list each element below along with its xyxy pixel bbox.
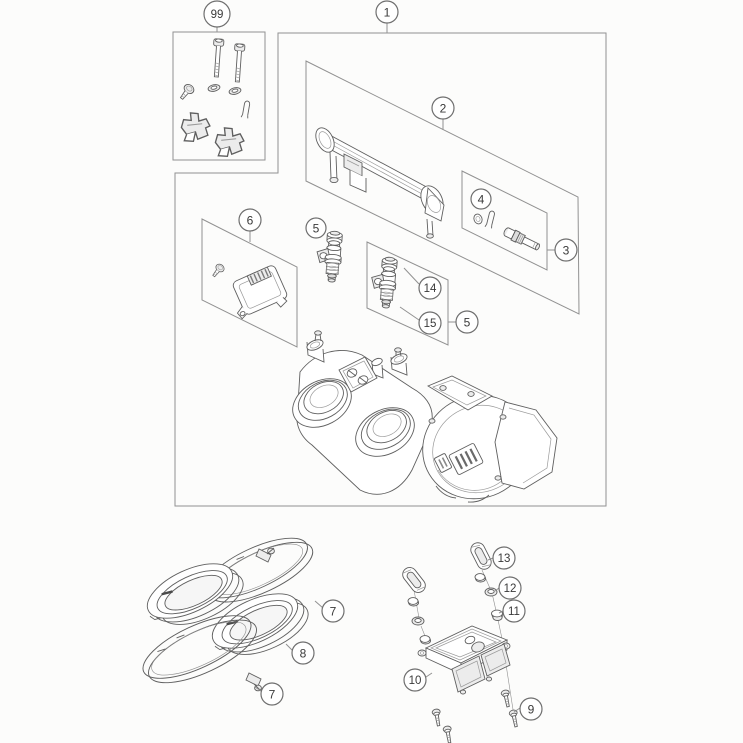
rubber-cap	[420, 636, 431, 644]
callout-99-label: 99	[210, 9, 224, 22]
callout-8[interactable]	[292, 642, 314, 664]
mounting-strip	[400, 565, 428, 596]
callout-5[interactable]	[306, 218, 326, 238]
cable-bracket	[214, 126, 245, 157]
callout-5[interactable]	[456, 311, 478, 333]
callout-14-leader-line	[404, 268, 419, 284]
injector-clip	[485, 210, 496, 228]
callout-15-label: 15	[423, 318, 437, 331]
callout-4[interactable]	[471, 189, 491, 209]
callout-13-label: 13	[497, 553, 511, 566]
callout-10-leader-line	[426, 673, 432, 677]
callout-7[interactable]	[322, 600, 344, 622]
throttle-body-drawing	[284, 331, 557, 517]
intake-boot-group-drawing	[135, 525, 321, 697]
callout-6-label: 6	[246, 213, 254, 228]
callout-2-label: 2	[439, 101, 447, 116]
ecu-screw	[443, 726, 454, 743]
washer	[412, 617, 424, 625]
callout-99[interactable]	[204, 1, 230, 27]
callout-7-leader-line	[315, 601, 323, 608]
callout-7-label: 7	[329, 604, 337, 619]
pan-screw	[178, 82, 196, 101]
callout-12-label: 12	[503, 583, 517, 596]
callout-9[interactable]	[520, 698, 542, 720]
ecu-screw	[432, 709, 443, 727]
nozzle-kit-drawing	[473, 210, 542, 252]
callout-3-label: 3	[562, 243, 570, 258]
rubber-cap	[408, 598, 419, 606]
washer	[485, 588, 497, 596]
callout-11-label: 11	[508, 606, 520, 619]
callout-7-label: 7	[268, 687, 276, 702]
callout-7[interactable]	[261, 683, 283, 705]
callout-13[interactable]	[493, 547, 515, 569]
callout-5-label: 5	[463, 315, 471, 330]
callout-8-label: 8	[299, 646, 307, 661]
callout-15[interactable]	[419, 312, 441, 334]
retaining-clip	[241, 100, 251, 118]
fuel-rail-drawing	[312, 125, 447, 238]
callout-15-leader-line	[400, 307, 419, 320]
sensor-screw	[210, 262, 225, 278]
callout-1-label: 1	[383, 5, 391, 20]
callout-2[interactable]	[432, 97, 454, 119]
washer	[228, 87, 241, 96]
callout-12[interactable]	[499, 577, 521, 599]
injector-cup	[389, 348, 408, 375]
rubber-cap	[475, 574, 486, 582]
callout-14[interactable]	[419, 277, 441, 299]
socket-bolt	[211, 39, 224, 78]
callout-4-label: 4	[477, 192, 485, 207]
map-sensor-drawing	[210, 262, 291, 324]
washer	[207, 84, 220, 93]
callout-3[interactable]	[555, 239, 577, 261]
callout-10[interactable]	[404, 669, 426, 691]
callout-14-label: 14	[423, 283, 437, 296]
ecu-drawing	[418, 626, 510, 694]
callout-11[interactable]	[503, 600, 525, 622]
callout-10-label: 10	[408, 675, 422, 688]
mounting-strip	[468, 540, 493, 571]
fuel-injector	[369, 256, 398, 309]
callout-6[interactable]	[239, 209, 261, 231]
ecu-group-drawing	[400, 540, 520, 743]
mounting-hardware-kit-drawing	[178, 39, 251, 158]
callout-1[interactable]	[376, 1, 398, 23]
injector-nozzle	[502, 226, 541, 252]
callout-5-label: 5	[312, 221, 320, 236]
injector-cup	[305, 331, 324, 362]
cable-bracket	[180, 111, 211, 142]
clamp-screw	[256, 548, 274, 562]
clamp-screw	[246, 673, 261, 691]
socket-bolt	[232, 44, 245, 83]
callout-8-leader-line	[286, 644, 292, 650]
callout-9-label: 9	[527, 702, 535, 717]
